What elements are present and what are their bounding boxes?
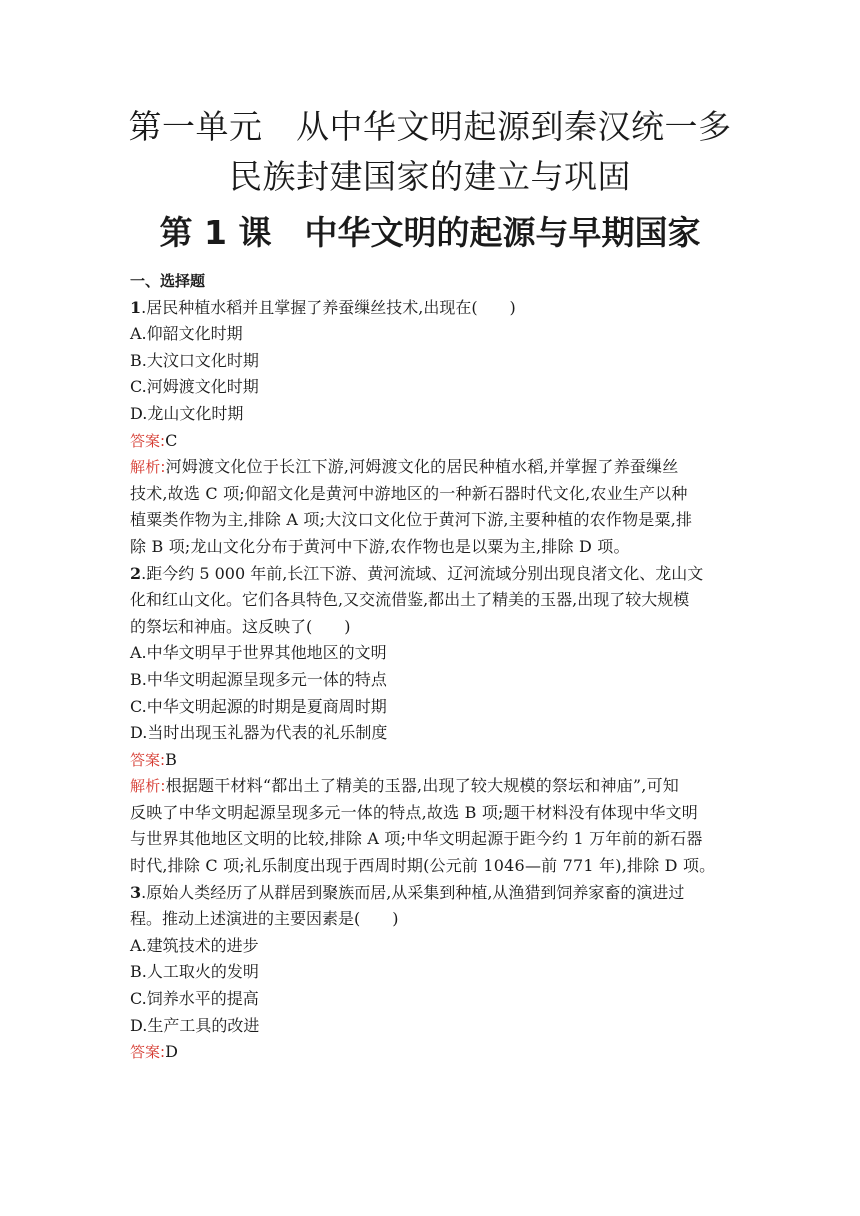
option-c: C.河姆渡文化时期 [130, 377, 259, 397]
option-b: B.中华文明起源呈现多元一体的特点 [130, 669, 387, 689]
option-d: D.龙山文化时期 [130, 403, 244, 423]
unit-title-line-2: 民族封建国家的建立与巩固 [229, 157, 631, 196]
question-1 [130, 295, 740, 561]
option-a: A.仰韶文化时期 [130, 324, 243, 344]
option-d: D.当时出现玉礼器为代表的礼乐制度 [130, 723, 388, 743]
explanation: 解析:河姆渡文化位于长江下游,河姆渡文化的居民种植水稻,并掌握了养蚕缫丝 技术,故选 C 项;仰韶文化是黄河中游地区的一种新石器时代文化,农业生产以种 植粟类作物为主,排除 A 项;大汶口文化位于黄河下游,主要种植的农作物是粟,排 除 B 项;龙山文化分布于黄河中下游,农作物也是以粟为主,排除 D 项。 [130, 457, 693, 556]
option-a: A.中华文明早于世界其他地区的文明 [130, 643, 387, 663]
lesson-title: 第 1 课 中华文明的起源与早期国家 [159, 213, 701, 252]
answer-value: D [165, 1042, 178, 1062]
question-3 [130, 880, 740, 1066]
answer-line [130, 428, 740, 455]
answer-value: C [165, 430, 178, 450]
answer-label: 答案: [130, 750, 166, 769]
option-d: D.生产工具的改进 [130, 1015, 260, 1035]
option-c: C.中华文明起源的时期是夏商周时期 [130, 696, 387, 716]
question-stem-line: 程。推动上述演进的主要因素是( ) [130, 909, 399, 929]
question-stem-line: 化和红山文化。它们各具特色,又交流借鉴,都出土了精美的玉器,出现了较大规模 [130, 590, 690, 610]
answer-label: 答案: [130, 1043, 166, 1062]
answer-line [130, 747, 740, 774]
title-block [0, 102, 860, 258]
answer-value: B [165, 749, 177, 769]
question-2 [130, 561, 740, 880]
answer-label: 答案: [130, 431, 166, 450]
option-c: C.饲养水平的提高 [130, 989, 259, 1009]
question-number: 2 [130, 563, 142, 583]
question-stem-line: 1.居民种植水稻并且掌握了养蚕缫丝技术,出现在( ) [130, 297, 516, 317]
question-number: 3 [130, 882, 142, 902]
section-heading: 一、选择题 [130, 272, 206, 290]
unit-title-line-1: 第一单元 从中华文明起源到秦汉统一多 [128, 107, 732, 146]
question-stem-line: 的祭坛和神庙。这反映了( ) [130, 616, 351, 636]
option-b: B.人工取火的发明 [130, 962, 259, 982]
question-content [130, 268, 740, 1066]
question-stem-line: 2.距今约 5 000 年前,长江下游、黄河流域、辽河流域分别出现良渚文化、龙山文 [130, 563, 704, 583]
explanation-label: 解析: [130, 777, 166, 796]
explanation: 解析:根据题干材料“都出土了精美的玉器,出现了较大规模的祭坛和神庙”,可知 反映了中华文明起源呈现多元一体的特点,故选 B 项;题干材料没有体现中华文明 与世界其他地区文明的比较,排除 A 项;中华文明起源于距今约 1 万年前的新石器 时代,排除 C 项;礼乐制度出现于西周时期(公元前 1046—前 771 年),排除 D 项。 [130, 776, 716, 876]
option-b: B.大汶口文化时期 [130, 350, 259, 370]
question-stem-line: 3.原始人类经历了从群居到聚族而居,从采集到种植,从渔猎到饲养家畜的演进过 [130, 882, 685, 902]
question-number: 1 [130, 297, 142, 317]
answer-line [130, 1039, 740, 1066]
option-a: A.建筑技术的进步 [130, 935, 259, 955]
explanation-label: 解析: [130, 458, 166, 477]
